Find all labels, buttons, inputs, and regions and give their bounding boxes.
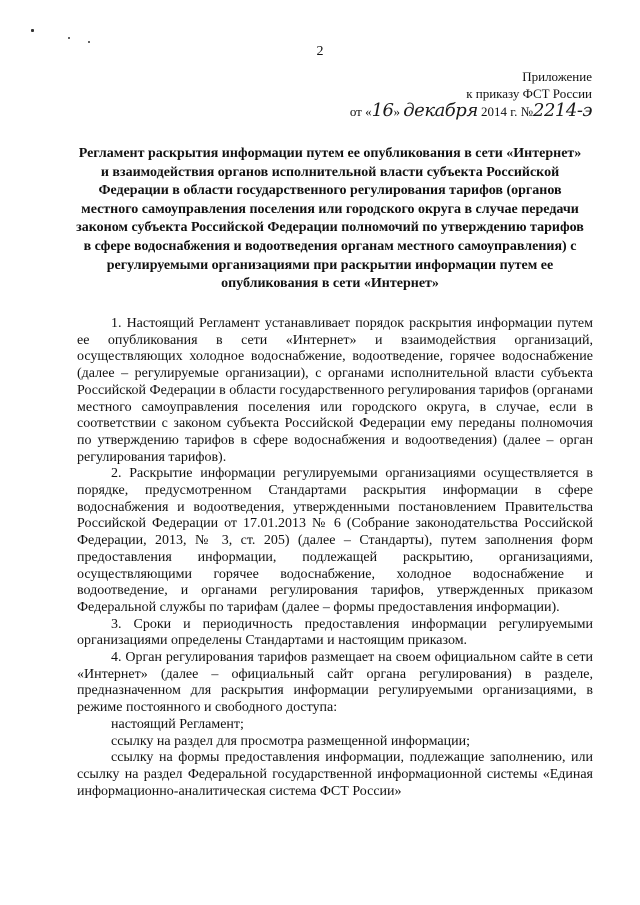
scan-speck	[31, 29, 34, 32]
date-year: 2014 г. №	[480, 104, 534, 119]
appendix-order-ref: к приказу ФСТ России	[466, 86, 592, 101]
scan-speck	[68, 37, 70, 39]
appendix-date-line	[350, 102, 592, 120]
list-item-forms-link: ссылку на формы предоставления информации, подлежащие заполнению, или ссылку на раздел Федеральной государственной информационной системы «Единая информационно-аналитическая система ФСТ России»	[77, 750, 593, 799]
paragraph-3: 3. Сроки и периодичность предоставления информации регулируемыми организациями определены Стандартами и настоящим приказом.	[77, 616, 593, 649]
document-title: Регламент раскрытия информации путем ее опубликования в сети «Интернет» и взаимодействия органов исполнительной власти субъекта Российской Федерации в области государственного регулирования тарифов (органов местного самоуправления поселения или городского округа в случае передачи законом субъекта Российской Федерации полномочий по утверждению тарифов в сфере водоснабжения и водоотведения органам местного самоуправления) с регулируемыми организациями при раскрытии информации путем ее опубликования в сети «Интернет»	[76, 146, 584, 292]
date-prefix: от «	[349, 104, 372, 119]
list-item-view-link: ссылку на раздел для просмотра размещенной информации;	[111, 733, 471, 749]
paragraph-1: 1. Настоящий Регламент устанавливает порядок раскрытия информации путем ее опубликования в сети «Интернет» и взаимодействия организаций, осуществляющих холодное водоснабжение, водоотведение, горячее водоснабжение (далее – регулируемые организации), с органами исполнительной власти субъекта Российской Федерации в области государственного регулирования тарифов (органами местного самоуправления поселения или городского округа, в случае, если в соответствии с законом субъекта Российской Федерации ему переданы полномочия по утверждению тарифов в сфере водоснабжения и водоотведения) (далее – орган регулирования тарифов).	[77, 316, 593, 465]
appendix-label: Приложение	[522, 69, 592, 84]
appendix-header	[350, 68, 592, 120]
paragraph-2: 2. Раскрытие информации регулируемыми организациями осуществляется в порядке, предусмотренном Стандартами раскрытия информации в сфере водоснабжения и водоотведения, утвержденными постановлением Правительства Российской Федерации от 17.01.2013 № 6 (Собрание законодательства Российской Федерации, 2013, № 3, ст. 205) (далее – Стандарты), путем заполнения форм предоставления информации, подлежащей раскрытию, организациями, осуществляющими горячее водоснабжение, холодное водоснабжение и водоотведение, и органами регулирования тарифов, утвержденных приказом Федеральной службы по тарифам (далее – формы предоставления информации).	[77, 466, 593, 615]
handwritten-day: 16	[371, 100, 394, 121]
page-number: 2	[316, 44, 324, 59]
list-item-regulation: настоящий Регламент;	[111, 716, 244, 732]
handwritten-month: декабря	[403, 100, 478, 121]
handwritten-doc-number: 2214-э	[533, 100, 592, 121]
document-body	[77, 316, 593, 800]
scan-speck	[88, 41, 90, 43]
date-quote: »	[393, 104, 401, 119]
paragraph-4: 4. Орган регулирования тарифов размещает на своем официальном сайте в сети «Интернет» (далее – официальный сайт органа регулирования) в разделе, предназначенном для раскрытия информации регулируемыми организациями, в режиме постоянного и свободного доступа:	[77, 650, 593, 716]
